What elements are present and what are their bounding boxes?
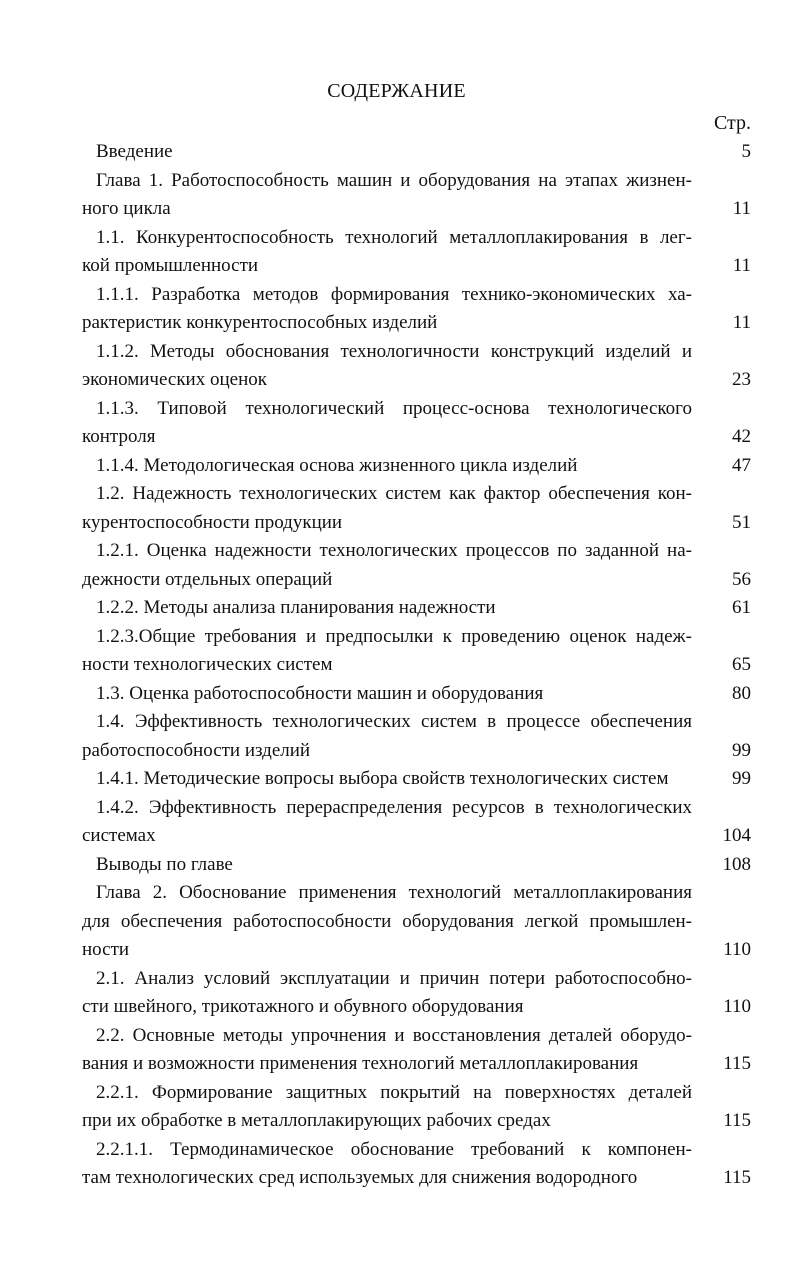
toc-page-number: 5 [741,141,751,162]
toc-page-number: 11 [732,312,751,333]
toc-line [0,1107,793,1136]
toc-page-number: 56 [732,568,751,590]
toc-entry-text: 1.1.3. Типовой технологический процесс-основа технологического [96,397,692,419]
toc-entry-text: 1.1.4. Методологическая основа жизненного цикла изделий [96,454,578,476]
toc-line [0,1136,793,1165]
toc-entry-text: 1.4.1. Методические вопросы выбора свойств технологических систем [96,768,669,789]
toc-line [0,851,793,880]
toc-entry-text: курентоспособности продукции [82,511,343,533]
toc-line [0,224,793,253]
toc-entry-text: ного цикла [82,198,171,219]
toc-entry-text: 2.2. Основные методы упрочнения и восстановления деталей оборудо- [96,1024,692,1046]
toc-page-number: 61 [732,597,751,618]
toc-entry-text: ности технологических систем [82,654,333,675]
toc-page-number: 115 [723,1053,751,1074]
toc-entry-text: 1.2.3.Общие требования и предпосылки к проведению оценок надеж- [96,625,692,647]
toc-entry-text: кой промышленности [82,255,259,276]
toc-line [0,452,793,481]
toc-entry-text: 2.2.1.1. Термодинамическое обоснование требований к компонен- [96,1138,692,1160]
toc-page-number: 108 [722,853,751,875]
toc-entry-text: Глава 2. Обоснование применения технологий металлоплакирования [96,882,692,903]
toc-line [0,480,793,509]
toc-line [0,281,793,310]
toc-page-number: 51 [732,511,751,533]
toc-entry-text: 1.3. Оценка работоспособности машин и оборудования [96,682,544,704]
toc-line [0,537,793,566]
toc-line [0,936,793,965]
page-title: СОДЕРЖАНИЕ [327,80,466,102]
toc-page-number: 115 [723,1167,751,1188]
toc-page-number: 47 [732,454,751,476]
toc-entry-text: Глава 1. Работоспособность машин и оборудования на этапах жизнен- [96,169,692,191]
toc-entry-text: экономических оценок [82,369,267,390]
toc-entry-text: при их обработке в металлоплакирующих рабочих средах [82,1110,551,1131]
toc-entry-text: контроля [82,426,156,447]
toc-line [0,993,793,1022]
toc-page-number: 65 [732,654,751,675]
toc-line [0,309,793,338]
toc-entry-text: рактеристик конкурентоспособных изделий [82,312,438,333]
toc-line [0,566,793,595]
toc-line [0,879,793,908]
toc-entry-text: 1.2.2. Методы анализа планирования надежности [96,597,496,618]
toc-page-number: 80 [732,682,751,704]
toc-page-number: 11 [732,198,751,219]
toc-line [0,908,793,937]
table-of-contents [0,138,793,1193]
toc-page-number: 11 [732,255,751,276]
toc-entry-text: 1.1. Конкурентоспособность технологий металлоплакирования в лег- [96,226,692,248]
toc-line [0,167,793,196]
toc-line [0,195,793,224]
toc-line [0,623,793,652]
toc-line [0,252,793,281]
toc-line [0,794,793,823]
toc-line [0,509,793,538]
toc-line [0,1050,793,1079]
toc-line [0,708,793,737]
toc-line [0,395,793,424]
toc-line [0,1164,793,1193]
toc-entry-text: системах [82,825,156,846]
toc-line [0,366,793,395]
toc-entry-text: дежности отдельных операций [82,568,333,590]
toc-line [0,765,793,794]
toc-page-number: 42 [732,426,751,447]
toc-line [0,680,793,709]
toc-line [0,737,793,766]
toc-entry-text: там технологических сред используемых для снижения водородного [82,1167,638,1188]
toc-entry-text: Введение [96,141,173,162]
toc-line [0,594,793,623]
toc-page-number: 115 [723,1110,751,1131]
toc-entry-text: 2.2.1. Формирование защитных покрытий на поверхностях деталей [96,1081,692,1103]
toc-entry-text: 1.1.1. Разработка методов формирования технико-экономических ха- [96,283,692,305]
toc-line [0,423,793,452]
toc-line [0,965,793,994]
toc-entry-text: 2.1. Анализ условий эксплуатации и причин потери работоспособно- [96,967,692,989]
toc-line [0,338,793,367]
toc-page-number: 23 [732,369,751,390]
toc-entry-text: вания и возможности применения технологий металлоплакирования [82,1053,639,1074]
toc-entry-text: Выводы по главе [96,853,233,875]
toc-line [0,651,793,680]
page-column-label: Стр. [713,112,751,134]
toc-page-number: 110 [723,939,751,960]
toc-entry-text: 1.4. Эффективность технологических систем в процессе обеспечения [96,711,692,732]
toc-entry-text: 1.4.2. Эффективность перераспределения ресурсов в технологических [96,796,692,818]
toc-page-number: 99 [732,768,751,789]
toc-entry-text: 1.2.1. Оценка надежности технологических процессов по заданной на- [96,540,692,561]
toc-line [0,822,793,851]
toc-entry-text: 1.2. Надежность технологических систем как фактор обеспечения кон- [96,483,692,504]
toc-entry-text: для обеспечения работоспособности оборудования легкой промышлен- [82,910,692,932]
toc-line [0,1079,793,1108]
toc-line [0,138,793,167]
toc-page-number: 104 [722,825,751,846]
toc-line [0,1022,793,1051]
toc-page-number: 99 [732,739,751,761]
toc-entry-text: работоспособности изделий [82,739,311,761]
toc-entry-text: сти швейного, трикотажного и обувного оборудования [82,996,524,1017]
toc-page-number: 110 [723,996,751,1017]
toc-entry-text: 1.1.2. Методы обоснования технологичности конструкций изделий и [96,340,692,362]
toc-entry-text: ности [82,939,130,960]
